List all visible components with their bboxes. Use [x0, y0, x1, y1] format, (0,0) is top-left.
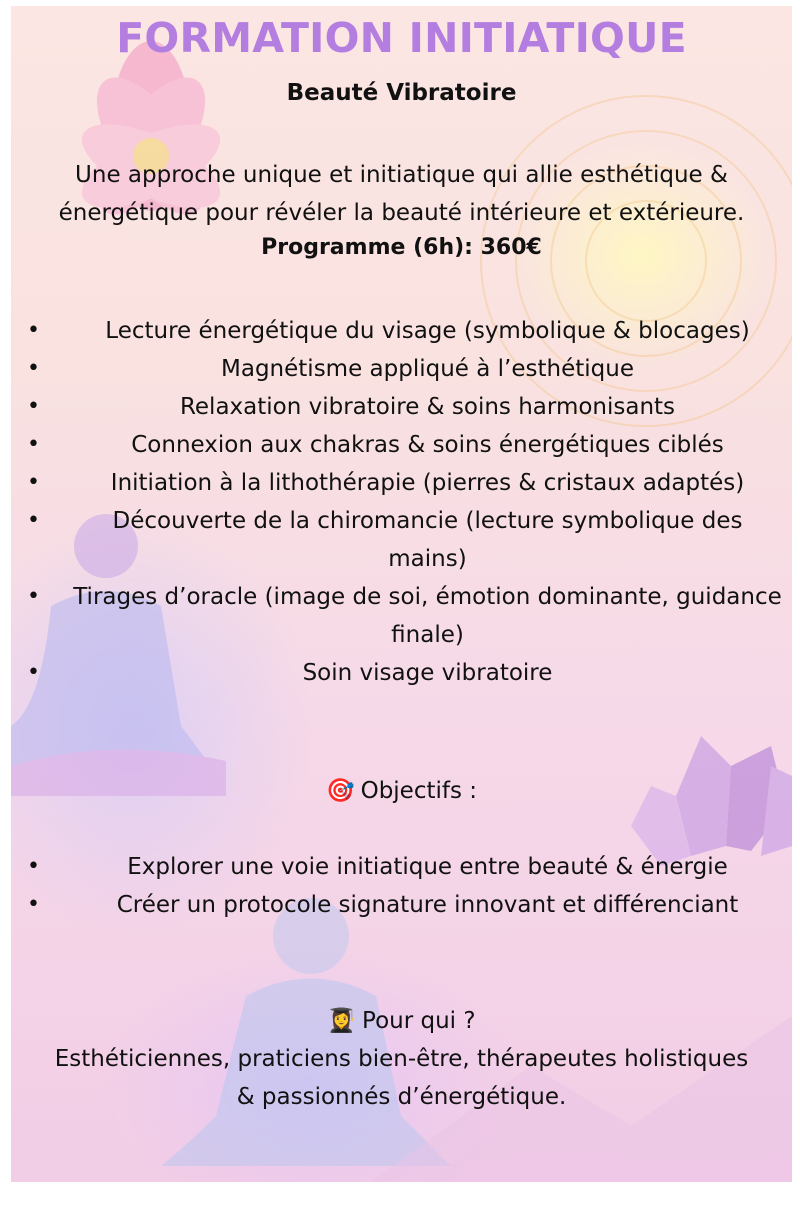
audience-line-1: Esthéticiennes, praticiens bien-être, thérapeutes holistiques [54, 1046, 749, 1072]
audience-line-2: & passionnés d’énergétique. [236, 1084, 567, 1110]
bullet-icon: • [27, 470, 40, 495]
bullet-icon: • [27, 584, 40, 609]
objectives-heading: 🎯 Objectifs : [11, 772, 792, 810]
flyer-card [11, 6, 792, 1182]
bullet-icon: • [27, 394, 40, 419]
list-item: • Connexion aux chakras & soins énergétiques ciblés [11, 426, 792, 464]
list-item: • Tirages d’oracle (image de soi, émotion dominante, guidance finale) [11, 578, 792, 654]
bullet-icon: • [27, 318, 40, 343]
program-list [11, 312, 792, 692]
list-item: • Lecture énergétique du visage (symbolique & blocages) [11, 312, 792, 350]
intro-line-1: Une approche unique et initiatique qui allie esthétique & [75, 162, 728, 188]
list-item: • Relaxation vibratoire & soins harmonisants [11, 388, 792, 426]
bullet-icon: • [27, 854, 40, 879]
list-item: • Magnétisme appliqué à l’esthétique [11, 350, 792, 388]
list-item: • Explorer une voie initiatique entre beauté & énergie [11, 848, 792, 886]
bullet-icon: • [27, 892, 40, 917]
audience-heading: 👩‍🎓 Pour qui ? [11, 1002, 792, 1040]
page-title: FORMATION INITIATIQUE [116, 14, 687, 62]
list-item: • Découverte de la chiromancie (lecture symbolique des mains) [11, 502, 792, 578]
target-icon: 🎯 [325, 778, 355, 804]
bullet-icon: • [27, 432, 40, 457]
intro-line-2: énergétique pour révéler la beauté intérieure et extérieure. [58, 200, 745, 226]
program-price: Programme (6h): 360€ [261, 235, 542, 260]
audience-text [11, 1040, 792, 1116]
student-icon: 👩‍🎓 [327, 1008, 357, 1034]
list-item: • Initiation à la lithothérapie (pierres & cristaux adaptés) [11, 464, 792, 502]
objectives-list [11, 848, 792, 924]
bullet-icon: • [27, 660, 40, 685]
intro-paragraph [11, 156, 792, 232]
bullet-icon: • [27, 356, 40, 381]
list-item: • Créer un protocole signature innovant et différenciant [11, 886, 792, 924]
bullet-icon: • [27, 508, 40, 533]
page-subtitle: Beauté Vibratoire [286, 80, 517, 106]
list-item: • Soin visage vibratoire [11, 654, 792, 692]
